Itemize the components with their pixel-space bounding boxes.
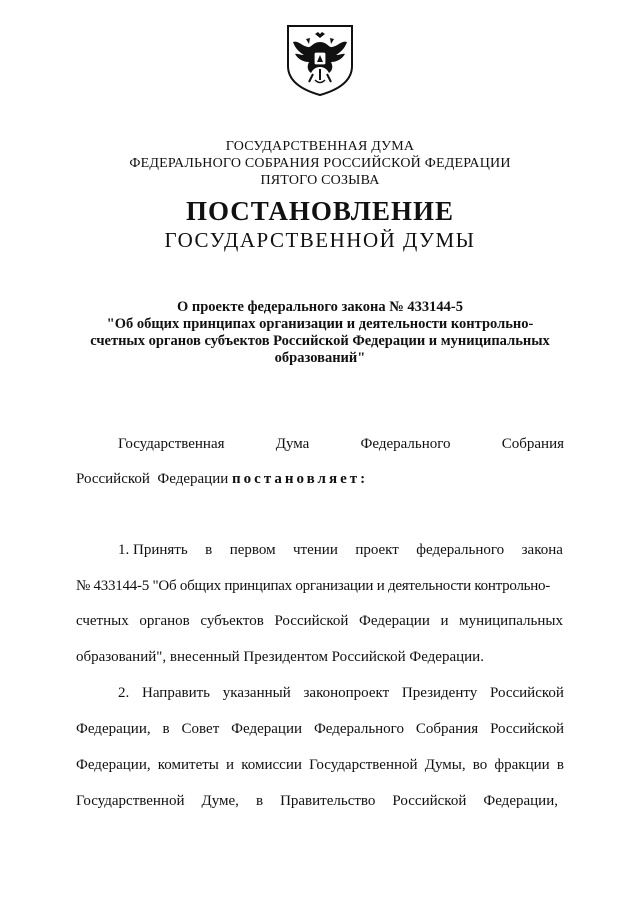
- item2-word: во: [472, 757, 488, 773]
- item1-line-2: № 433144-5 "Об общих принципах организации и деятельности контрольно-: [76, 578, 551, 594]
- item1-word: Федерации: [359, 613, 430, 629]
- item1-word: Российской: [274, 613, 349, 629]
- subject-line-3: счетных органов субъектов Российской Федерации и муниципальных: [90, 333, 550, 349]
- coat-of-arms-icon: [282, 22, 358, 98]
- item2-line-4: [76, 793, 558, 810]
- item2-word: 2.: [118, 685, 130, 701]
- item2-word: Думы,: [424, 757, 466, 773]
- item2-word: Направить: [142, 685, 210, 701]
- item2-word: Думе,: [201, 793, 239, 809]
- item1-word: проект: [355, 542, 399, 558]
- item2-word: Правительство: [280, 793, 376, 809]
- preamble-word: Государственная: [118, 436, 225, 452]
- coat-of-arms-graphic: [282, 22, 358, 98]
- item2-word: фракции: [494, 757, 550, 773]
- preamble-word: Федерального: [360, 436, 451, 452]
- item2-line-2: [76, 721, 564, 738]
- item2-word: в: [162, 721, 170, 737]
- item1-word: в: [205, 542, 213, 558]
- item2-word: Российской: [490, 685, 564, 701]
- subject-line-2: "Об общих принципах организации и деятельности контрольно-: [106, 316, 534, 332]
- item2-word: Российской: [490, 721, 564, 737]
- item1-word: органов: [139, 613, 190, 629]
- item2-word: Российской: [392, 793, 467, 809]
- item2-word: Президенту: [401, 685, 478, 701]
- item2-word: Федерации,: [76, 721, 151, 737]
- document-subtitle: ГОСУДАРСТВЕННОЙ ДУМЫ: [164, 228, 476, 252]
- preamble-line-2: [76, 471, 368, 488]
- item2-word: Федерации,: [483, 793, 558, 809]
- item2-word: комитеты: [157, 757, 219, 773]
- item1-word: счетных: [76, 613, 129, 629]
- item1-word: субъектов: [200, 613, 264, 629]
- header-line-3: ПЯТОГО СОЗЫВА: [260, 173, 380, 188]
- item2-word: Государственной: [76, 793, 185, 809]
- preamble-emphasis: постановляет:: [232, 471, 369, 487]
- preamble-word: Дума: [275, 436, 310, 452]
- item2-word: в: [556, 757, 564, 773]
- document-subject: [60, 299, 580, 367]
- item2-word: указанный: [222, 685, 291, 701]
- item1-line-1: [118, 542, 563, 559]
- item1-word: чтении: [293, 542, 338, 558]
- item2-word: комиссии: [241, 757, 302, 773]
- item1-word: закона: [521, 542, 563, 558]
- item2-line-1: [118, 685, 564, 702]
- item2-line-3: [76, 757, 564, 774]
- item2-word: Совет: [181, 721, 220, 737]
- item2-word: Федерального: [313, 721, 404, 737]
- preamble-line-1: [118, 436, 564, 453]
- item1-word: федерального: [416, 542, 505, 558]
- item2-word: законопроект: [303, 685, 390, 701]
- item1-word: и: [440, 613, 449, 629]
- item2-word: в: [255, 793, 264, 809]
- preamble-text: Российской Федерации: [76, 471, 233, 487]
- subject-line-4: образований": [274, 350, 366, 366]
- preamble-word: Собрания: [501, 436, 564, 452]
- item1-word: 1. Принять: [118, 542, 188, 558]
- item2-word: Федерации,: [76, 757, 151, 773]
- item1-line-4: образований", внесенный Президентом Российской Федерации.: [76, 649, 484, 665]
- item2-word: Собрания: [415, 721, 479, 737]
- item2-word: и: [226, 757, 235, 773]
- header-line-1: ГОСУДАРСТВЕННАЯ ДУМА: [225, 139, 415, 154]
- item2-word: Государственной: [309, 757, 418, 773]
- item1-line-3: [76, 613, 563, 630]
- item1-word: первом: [229, 542, 276, 558]
- header-line-2: ФЕДЕРАЛЬНОГО СОБРАНИЯ РОССИЙСКОЙ ФЕДЕРАЦИИ: [129, 156, 511, 171]
- document-title: ПОСТАНОВЛЕНИЕ: [185, 196, 455, 226]
- item2-word: Федерации: [231, 721, 303, 737]
- item1-word: муниципальных: [459, 613, 563, 629]
- subject-line-1: О проекте федерального закона № 433144-5: [176, 299, 464, 315]
